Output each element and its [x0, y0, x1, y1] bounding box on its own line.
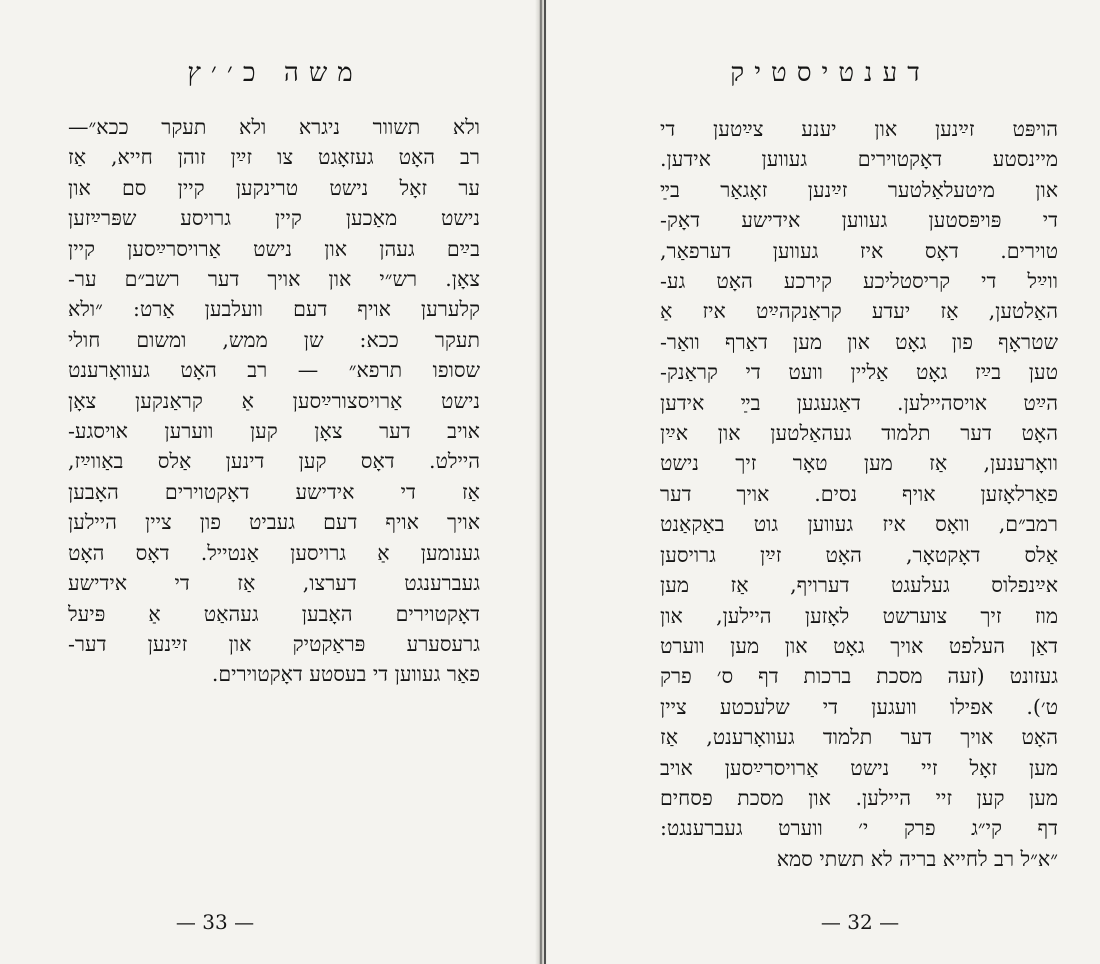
- text-line: האָט אויך דער תלמוד געוואָרענט, אַז: [660, 725, 1058, 750]
- text-line: פאַרלאָזען אויף נסים. אויך דער: [660, 481, 1058, 506]
- text-line: וואָרענען, אַז מען טאָר זיך נישט: [660, 451, 1058, 476]
- text-line: האַלטען, אַז יעדע קראַנקהײַט איז אַ: [660, 299, 1058, 324]
- right-page-number: — 32 —: [820, 910, 900, 934]
- text-line: אויב דער צאָן קען ווערען אויסגע-: [68, 419, 480, 444]
- text-line: גרעסערע פּראַקטיק און זײַנען דער-: [68, 631, 480, 656]
- left-page: [40, 0, 510, 964]
- right-running-head: דענטיסטיק: [730, 58, 930, 88]
- text-line: צאָן. רש״י און אויך דער רשב״ם ער-: [68, 267, 480, 292]
- text-line: קלערען אויף דעם וועלבען אַרט: ״ולא: [68, 297, 480, 322]
- text-line: תעקר ככא: שן ממש, ומשום חולי: [68, 327, 480, 352]
- text-line: טוירים. דאָס איז געווען דערפאַר,: [660, 238, 1058, 263]
- text-line: הײַט אויסהיילען. דאַגעגען בײַ אידען: [660, 390, 1058, 415]
- text-line: האָט דער תלמוד געהאַלטען און אײַן: [660, 421, 1058, 446]
- left-body-text: [68, 112, 480, 690]
- text-line: רב האָט געזאָגט צו זײַן זוהן חייא, אַז: [68, 145, 480, 170]
- text-line: געברענגט דערצו, אַז די אידישע: [68, 571, 480, 596]
- text-line: שסופו תרפא״ — רב האָט געוואָרענט: [68, 358, 480, 383]
- text-line: הויפּט זײַנען און יענע צײַטען די: [660, 117, 1058, 141]
- text-line: דף קי״ג פרק י׳ ווערט געברענגט:: [660, 816, 1058, 841]
- text-line: גענומען אַ גרויסען אַנטייל. דאָס האָט: [68, 540, 480, 565]
- right-page: [590, 0, 1070, 964]
- text-line: נישט מאַכען קיין גרויסע שפּרײַזען: [68, 206, 480, 231]
- text-line: פאַר געווען די בעסטע דאָקטוירים.: [211, 662, 480, 687]
- text-line: די פּויפּסטען געווען אידישע דאָק-: [660, 208, 1058, 233]
- text-line: ווײַל די קריסטליכע קירכע האָט גע-: [660, 269, 1058, 294]
- book-spine-line: [544, 0, 546, 964]
- text-line: רמב״ם, וואָס איז געווען גוט באַקאַנט: [660, 512, 1058, 537]
- text-line: דאָקטוירים האָבען געהאַט אַ פּיעל: [68, 601, 480, 626]
- text-line: אַלס דאָקטאָר, האָט זײַן גרויסען: [660, 542, 1058, 567]
- text-line: מיינסטע דאָקטוירים געווען אידען.: [660, 147, 1058, 172]
- left-page-number: — 33 —: [175, 910, 255, 934]
- left-running-head: משה כ׳׳ץ: [187, 58, 363, 88]
- text-line: היילט. דאָס קען דינען אַלס באַווײַז,: [68, 449, 480, 474]
- text-line: אַז די אידישע דאָקטוירים האָבען: [68, 479, 480, 504]
- text-line: טען בײַז גאָט אַליין וועט די קראַנק-: [660, 360, 1058, 385]
- text-line: ״א״ל רב לחייא בריה לא תשתי סמא: [776, 846, 1058, 871]
- text-line: געזונט (זעה מסכת ברכות דף ס׳ פרק: [660, 664, 1058, 689]
- right-body-text: [660, 114, 1058, 874]
- text-line: שטראָף פון גאָט און מען דאַרף וואַר-: [660, 329, 1058, 354]
- text-line: ט׳). אפילו וועגען די שלעכטע ציין: [660, 694, 1058, 719]
- text-line: ער זאָל נישט טרינקען קיין סם און: [68, 175, 480, 200]
- text-line: אויך אויף דעם געביט פון ציין היילען: [68, 510, 480, 535]
- text-line: מוז זיך צוערשט לאָזען היילען, און: [660, 603, 1058, 628]
- text-line: מען זאָל זיי נישט אַרויסרײַסען אויב: [660, 755, 1058, 780]
- text-line: בײַם געהן און נישט אַרויסרײַסען קיין: [68, 236, 480, 261]
- text-line: אײַנפלוס געלעגט דערויף, אַז מען: [660, 573, 1058, 598]
- text-line: נישט אַרויסצורײַסען אַ קראַנקען צאָן: [68, 388, 480, 413]
- text-line: און מיטעלאַלטער זײַנען זאָגאַר בײַ: [660, 177, 1058, 202]
- text-line: ולא תשוור ניגרא ולא תעקר ככא״—: [68, 115, 480, 139]
- text-line: מען קען זיי היילען. און מסכת פסחים: [660, 785, 1058, 810]
- text-line: דאַן העלפט אויך גאָט און מען ווערט: [660, 633, 1058, 658]
